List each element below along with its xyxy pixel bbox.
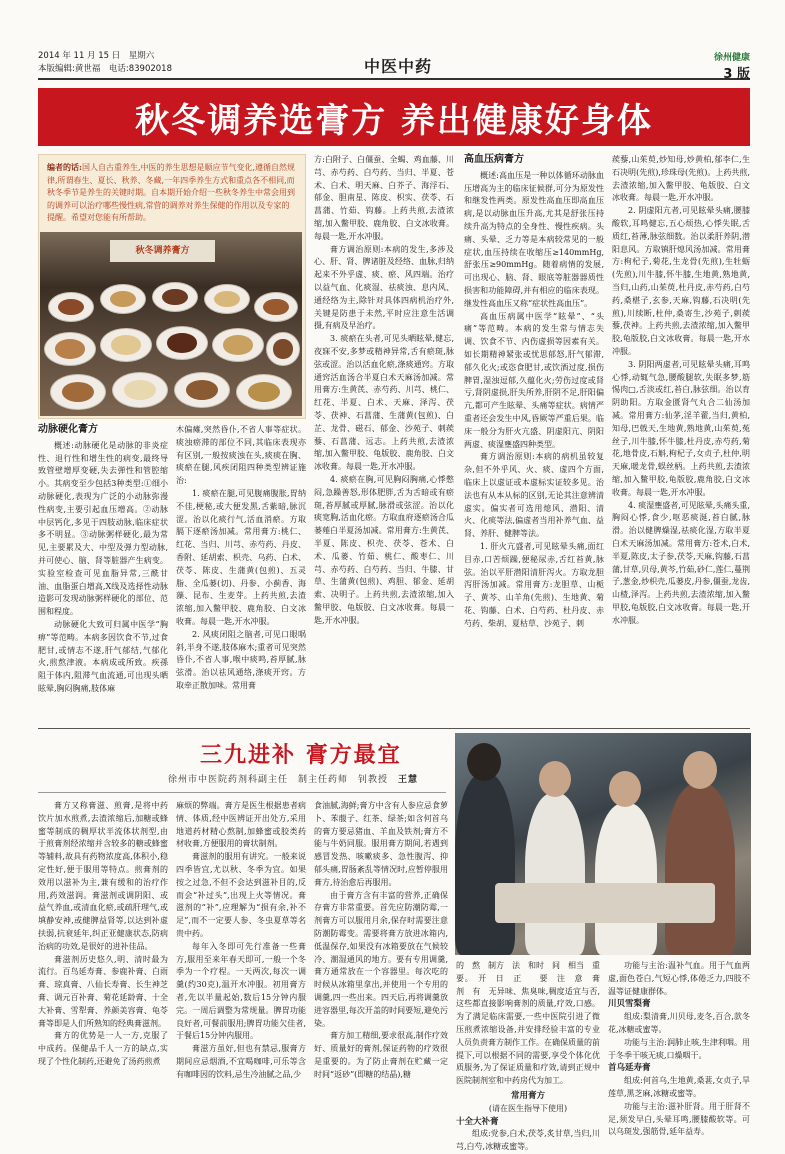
paragraph: 1. 肝火亢盛者,可见眩晕头痛,面红目赤,口苦烦躁,便秘尿赤,舌红苔黄,脉弦。治以平肝潜阳清肝泻火。方取龙胆泻肝汤加减。常用膏方:龙胆草、山栀子、黄芩、山羊角(先煎)、生地黄、菊花、钩藤、白术、白芍药、杜丹皮、赤芍药、柴胡、夏枯草、沙苑子、刺 bbox=[464, 541, 604, 628]
person-figure bbox=[455, 773, 515, 955]
page-header bbox=[38, 50, 750, 80]
chuanbei-heading: 川贝雪梨膏 bbox=[608, 999, 651, 1010]
paragraph: 4. 痰瘀在胸,可见胸闷胸痛,心悸憋闷,急躁善怒,形体肥胖,舌为舌暗或有瘀斑,苔厚腻或厚腻,脉滑或弦涩。治以化痰宽胸,活血化瘀。方取血府逐瘀汤合瓜蒌薤白半夏汤加减。常用膏方:生黄芪、半夏、陈皮、枳壳、茯苓、苍术、白术、瓜蒌、竹茹、桃仁、酸枣仁、川芎、赤芍药、白芍药、当归、牛膝、甘草、生蒲黄(包煎)、鸡胆、郁金、延胡索、决明子。上药共煎,去渣浓缩,加入鳖甲胶、龟版胶、白文冰收膏。每晨一匙,开水冲服。 bbox=[314, 474, 454, 625]
paragraph: 膏方又称膏滋、煎膏,是将中药饮片加水煎煮,去渣浓缩后,加糖或蜂蜜等制成的稠厚状半流体状剂型,由于煎膏剂经浓缩并含较多的糖或蜂蜜等辅料,故具有药物浓度高,体积小,稳定性好,便于服用等特点。煎膏剂的效用以滋补为主,兼有缓和的治疗作用,药效滋润。膏滋剂或调阴阳、或益气养血,或清血化瘀,或疏肝理气,或填静安神,或健脾益肾等,以达到补虚扶弱,抗衰延年,纠正亚健康状态,防病治病的功效,是很好的进补佳品。 bbox=[38, 801, 168, 951]
common-recipes-heading: 常用膏方 bbox=[510, 1090, 545, 1101]
paragraph: 3. 阴阳两虚者,可见眩晕头痛,耳鸣心悸,动辄气急,腰酸腿软,失眠多梦,筋惕肉□,舌淡或红,苔白,脉弦细。治以育阴助阳。方取金匮肾气丸合二仙汤加减。常用膏方:仙茅,淫羊藿,当归,黄柏,知母,巴戟天,生地黄,熟地黄,山茱萸,菟丝子,川牛膝,怀牛膝,杜丹皮,赤芍药,菊花,地骨皮,石斛,枸杞子,女贞子,杜仲,明天麻,暖龙骨,蜈丝柄。上药共煎,去渣浓缩,加入鳖甲胶,龟版胶,鹿角胶,白文冰收膏。每晨一匙,开水冲服。 bbox=[612, 359, 750, 497]
section2-title: 三九进补 膏方最宜 bbox=[200, 743, 402, 768]
person-head bbox=[609, 771, 641, 807]
paragraph: 麻烦的弊端。膏方是医生根据患者病情、体质,经中医辨证开出处方,采用地道药材精心熬制,加蜂蜜或胶类药材收膏,方便服用的膏状制剂。 bbox=[176, 801, 306, 849]
person-figure bbox=[595, 803, 657, 955]
section-divider bbox=[38, 728, 750, 729]
herb-bowl bbox=[254, 292, 298, 322]
article-arteriosclerosis-col1 bbox=[38, 424, 168, 724]
article-winter-col2 bbox=[176, 800, 306, 1100]
article-hypertension-col2 bbox=[612, 154, 750, 724]
paragraph: 功能与主治:滋补肝肾。用于肝肾不足,须发早白,头晕耳鸣,腰膝酸软等。可以乌斑发,强筋骨,延年益寿。 bbox=[608, 1101, 750, 1137]
herb-bowl bbox=[204, 284, 250, 314]
paragraph: 1. 痰瘀在腿,可见腹痛腹胀,胃纳不佳,梗秘,或大便发黑,舌紫暗,脉沉涩。治以化痰行气,活血消瘀。方取膈下逐瘀汤加减。常用膏方:桃仁、红花、当归、川芎、赤芍药、丹皮、香附、延胡索、枳壳、乌药、白术、茯苓、陈皮、生蒲黄(包煎)、五灵脂、全瓜蒌(切)、丹参、小蓟香、海藻、昆布、生麦芽。上药共煎,去渣浓缩,加入鳖甲胶、鹿角胶、白文冰收膏。每晨一匙,开水冲服。 bbox=[176, 488, 306, 626]
herbal-display-photo bbox=[40, 232, 302, 416]
herb-bowl bbox=[156, 326, 208, 360]
paragraph: 功能与主治:润肺止咳,生津利咽。用于冬季干咳无痰,口燥咽干。 bbox=[608, 1037, 750, 1060]
person-figure bbox=[525, 793, 585, 955]
paragraph: 膏方加工精细,要求很高,制作疗效好、质量好的膏剂,保证药物的疗效很是重要的。为了防止膏剂在贮藏一定时间“返砂”(即糖的结晶),糖 bbox=[314, 1031, 448, 1079]
section-title: 中医中药 bbox=[363, 57, 432, 76]
herb-bowl bbox=[112, 372, 168, 408]
paragraph: 膏滋剂的服用有讲究。一般来说四季皆宜,尤以秋、冬季为宜。如果按之过急,不但不会达到滋补目的,反而会“补过头”,出现上火等情况。膏滋剂的“补”,应理解为“损有余,补不足”,而不一定要人参、冬虫夏草等名贵中药。 bbox=[176, 852, 306, 938]
paragraph: 组成:何首乌,生地黄,桑葚,女贞子,旱莲草,黑芝麻,冰糖或蜜等。 bbox=[608, 1076, 750, 1098]
paragraph: 的 熬 制方 法 和时 间 相当 重 要。 开 日 正 要 注 意 膏 剂 有 无异味、焦臭味,稠度适宜与否,这些都直接影响膏剂的质量,疗效,口感。为了满足临床需要,一些中医院引进了微压煎煮浓缩设备,并安排经验丰富的专业人员负责膏方制作工作。在确保质量的前提下,可以根据不同的需要,享受个体化优质服务,为了保证质量和疗效,请到正规中医院制剂室和中药房代为加工。 bbox=[456, 961, 608, 1086]
shouwu-heading: 首乌延寿膏 bbox=[608, 1063, 651, 1074]
paragraph: 膏方调治原则:本病的发生,多涉及心、肝、肾、脾诸脏及经络、血脉,归纳起来不外乎虚、痰、瘀、风四端。治疗以益气血、化痰湿、祛痰浊、息内风、通经络为主,除针对具体四病机治疗外,关键是防患于未然,平时应注意生活调摄,有病及早治疗。 bbox=[314, 244, 454, 331]
article-arteriosclerosis-col3 bbox=[314, 154, 454, 724]
herb-bowl bbox=[236, 374, 292, 410]
herb-bowl bbox=[100, 284, 146, 314]
byline-rule bbox=[38, 792, 446, 793]
paragraph: 4. 痰湿壅盛者,可见眩晕,头痛头重,胸闷心悸,食少,呕恶痰涎,苔白腻,脉滑。治以健脾燥湿,祛痰化湿,方取半夏白术天麻汤加减。常用膏方:苍术,白术,半夏,陈皮,太子参,茯苓,天麻,钩藤,石菖蒲,甘草,贝母,黄芩,竹茹,砂仁,莲仁,蔓荆子,葱金,炒枳壳,瓜蒌皮,丹参,僵蚕,龙齿,山楂,泽泻。上药共煎,去渣浓缩,加入鳖甲胶,龟版胶,白文冰收膏。每晨一匙,开水冲服。 bbox=[612, 500, 750, 625]
article-winter-col5 bbox=[608, 960, 750, 1137]
header-right bbox=[714, 50, 750, 82]
paragraph: 组成:党参,白术,茯苓,炙甘草,当归,川芎,白芍,冰糖或蜜等。 bbox=[456, 1129, 600, 1152]
issue-date: 2014 年 11 月 15 日 星期六 bbox=[38, 51, 155, 61]
paragraph: 动脉硬化大致可归属中医学“胸痹”等范畴。本病多因饮食不节,过食肥甘,或情志不遂,肝气郁结,气郁化火,煎熬津液。本病成或所致。疾孫阻于体内,阻滞气血流通,可出现头晒眩晕,胸闷胸痛,肢体麻 bbox=[38, 619, 168, 693]
herb-bowl bbox=[100, 328, 152, 362]
article-hypertension-col1 bbox=[464, 154, 604, 724]
shiquan-heading: 十全大补膏 bbox=[456, 1116, 499, 1127]
edition-number: 3 版 bbox=[723, 67, 750, 82]
display-sign: 秋冬调养膏方 bbox=[110, 240, 215, 262]
editor-note bbox=[47, 161, 297, 225]
paragraph: 概述:高血压是一种以体循环动脉血压增高为主的临床征候群,可分为原发性和继发性两类。原发性高血压即高血压病,是以动脉血压升高,尤其是舒张压持续升高为特点的全身性、慢性疾病。头痛、头晕、乏力等是本病较常见的一般症状,血压持续在收缩压≥140mmHg,舒张压≥90mmHg。随着病情的发展,可出现心、脑、肾、眼底等脏器器质性损害和功能障碍,并有相应的临床表现。继发性高血压又称“症状性高血压”。 bbox=[464, 170, 604, 308]
main-banner bbox=[38, 88, 750, 146]
paragraph: 蒺藜,山茱萸,炒知母,炒黄柏,郁李仁,生石决明(先煎),珍珠母(先煎)。上药共煎,去渣浓缩,加入鳖甲胶、龟版胶、白文冰收膏。每晨一匙,开水冲服。 bbox=[612, 155, 750, 203]
herb-bowl bbox=[152, 282, 198, 312]
paragraph: 膏滋剂历史悠久,明、清时最为流行。百鸟延寿膏、参鹿补膏、白雨膏、琼真膏、八仙长寿膏、长生神芝膏、调元百补膏、菊花延龄膏、十全大补膏、雪犁膏、养颜美容膏、龟苓膏等即是人们所熟知的经典膏滋剂。 bbox=[38, 954, 168, 1028]
herb-bowl bbox=[44, 332, 96, 366]
person-head bbox=[539, 761, 571, 797]
paragraph: 膏方调治原则:本病的病机虽较复杂,但不外乎风、火、痰、虚四个方面,临床上以虚证或本虚标实证较多见。治法也有从本从标的区别,无论其注意辨清虚实。偏实者可选用熄风、潜阳、清火、化痰等法,偏虚者当用补养气血、益肾、养肝、健脾等法。 bbox=[464, 452, 604, 539]
byline-text: 徐州市中医院药剂科副主任 制主任药师 钊教授 bbox=[168, 775, 389, 785]
clinic-consultation-photo bbox=[455, 733, 751, 955]
usage-note: (请在医生指导下使用) bbox=[488, 1103, 568, 1113]
paragraph: 2. 阴虚阳亢者,可见眩晕头痛,腰膝酸软,耳鸣健忘,五心烦热,心悸失眠,舌质红,苔薄,脉弦细数。治以柔肝养阴,潜阳息风。方取镇肝熄风汤加减。常用膏方:枸杞子,菊花,生龙骨(先煎),生牡蛎(先煎),川牛膝,怀牛膝,生地黄,熟地黄,当归,山药,山茱萸,杜丹皮,赤芍药,白芍药,桑椹子,玄参,天麻,钩藤,石决明(先煎),川续断,杜仲,桑寄生,沙苑子,刺蒺藜,茯神。上药共煎,去渣浓缩,加入鳖甲胶,龟版胶,白文冰收膏。每晨一匙,开水冲服。 bbox=[612, 206, 750, 356]
paragraph: 膏方的优势是一人一方,克服了中成药。保健品千人一方的缺点,实现了个性化制药,还避免了汤药煎煮 bbox=[38, 1031, 168, 1066]
person-head bbox=[467, 743, 501, 781]
consultation-table bbox=[495, 883, 715, 923]
arteriosclerosis-heading: 动脉硬化膏方 bbox=[38, 424, 98, 435]
editor-note-lead: 编者的话: bbox=[47, 162, 82, 172]
article-arteriosclerosis-col2 bbox=[176, 424, 306, 724]
editor-info: 本版编辑:黄世福 电话:83902018 bbox=[38, 64, 172, 74]
paragraph: 3. 痰瘀在头者,可见头晒眩晕,健忘,夜寐不安,多梦或精神异常,舌有瘀斑,脉弦或涩。治以活血化瘀,涤痰通窍。方取通窍活血汤合半夏白术天麻汤加减。常用膏方:生黄芪、赤芍药、川芎、桃仁、红花、半夏、白术、天麻、泽泻、茯苓、茯神、石菖蒲、生蒲黄(包煎)、白芷、龙骨、磁石、郁金、沙苑子、刺蒺藜、石菖蒲、远志。上药共煎,去渣浓缩,加入鳖甲胶、龟版胶、鹿角胶、白文冰收膏。每晨一匙,开水冲服。 bbox=[314, 334, 454, 472]
banner-title: 秋冬调养选膏方 养出健康好身体 bbox=[135, 100, 653, 141]
paragraph: 组成:梨清膏,川贝母,麦冬,百合,款冬花,冰糖或蜜等。 bbox=[608, 1012, 750, 1034]
paragraph: 2. 风痰闭阻之脑者,可见口眼㖞斜,半身不遂,肢体麻木;重者可见突然昏仆,不省人事,喉中痰鸣,苔厚腻,脉弦滑。治以祛风通络,涤痰开窍。方取牵正散加味。常用膏 bbox=[176, 629, 306, 690]
article-winter-col1 bbox=[38, 800, 168, 1100]
paragraph: 概述:动脉硬化是动脉的非炎症性、退行性和增生性的病变,最终导致管壁增厚变硬,失去弹性和管腔缩小。其病变至少包括3种类型:①细小动脉硬化,表现为广泛的小动脉弥漫性病变,主要引起血压增高。②动脉中层钙化,多见于四肢动脉,临床症状多不明显。③动脉粥样硬化,最为常见,主要累及大、中型及弹力型动脉,并可使心、脑、肾等脏器产生病变。实验室检查可见血脂异常,三酰甘油、血脂蛋白增高,X线及选择性动脉造影可发现动脉粥样硬化的部位、范围和程度。 bbox=[38, 440, 168, 617]
paragraph: 功能与主治:温补气血。用于气血两虚,面色苍白,气短心悸,体倦乏力,四肢不温等证健康群体。 bbox=[608, 961, 750, 996]
paragraph: 方:白附子、白僵蚕、全蝎、鸡血藤、川芎、赤芍药、白芍药、当归、半夏、苍术、白术、明天麻、白芥子、海浮石、郁金、胆南星、陈皮、枳实、茯苓、石菖蒲、竹茹、钩藤。上药共煎,去渣浓缩,加入鳖甲胶、鹿角胶、白文冰收膏。每晨一匙,开水冲服。 bbox=[314, 155, 454, 241]
paragraph: 每年入冬即可先行准备一些膏方,服用至来年春天即可,一般一个冬季为一个疗程。一天两次,每次一调羹(约30克),温开水冲服。初用膏方者,先以半量起始,数后15分钟内服完。一周后调整为常规量。脾胃功能良好者,可餐前服用;脾胃功能欠佳者,于餐后15分钟内服用。 bbox=[176, 941, 306, 1041]
herb-bowl bbox=[174, 372, 230, 408]
person-head bbox=[683, 751, 717, 789]
herb-bowl bbox=[50, 374, 106, 410]
herb-bowl bbox=[266, 332, 300, 366]
hypertension-heading: 高血压病膏方 bbox=[464, 154, 524, 165]
herb-bowl bbox=[212, 328, 264, 362]
article-winter-col4 bbox=[456, 960, 608, 1152]
paragraph: 膏滋方虽好,但也有禁忌,服膏方期间应忌烟酒,不宜喝咖啡,可乐等含有咖啡因的饮料,忌生冷油腻之品,少 bbox=[176, 1044, 306, 1079]
editor-note-text: 国人自古重养生,中医的养生思想是顺应节气变化,遵循自然规律,所谓春生、夏长、秋养、冬藏,一年四季养生方式和重点各不相同,而秋冬季节是养生的关键时期。自本期开始介绍一些秋冬养生中常会用到的调养可以治疗哪些慢性病,常营的调养对养生保健的作用以及专家的提醒。希望对您能有所帮助。 bbox=[47, 163, 296, 222]
paper-logo: 徐州健康 bbox=[713, 53, 750, 63]
paragraph: 木偏瘫,突然昏仆,不省人事等症状。痰浊瘀滞的部位不同,其临床表现亦有区别,一般按痰浊在头,痰痰在胸、痰瘀在腿,风疾闭阻四种类型辨证施治: bbox=[176, 425, 306, 486]
byline-author: 王慧 bbox=[398, 775, 419, 785]
header-left bbox=[38, 50, 172, 76]
paragraph: 高血压病属中医学“眩晕”、“头痛”等范畴。本病的发生常与情志失调、饮食不节、内伤虚损等因素有关。如长期精神紧张或忧思郁怒,肝气郁滞,郁久化火;或恣食肥甘,或饮酒过度,损伤脾胃,湿浊逗郁,久蕴化火;劳伤过度或肾亏,肾阴虚损,肝失所养,肝阴不足,肝阳偏亢,都可产生眩晕、头痛等症状。病情严重者还会发生中风,昏厥等严重后果。临床一般分为肝火亢盛、阴虚阳亢、阴阳两虚、痰湿壅盛四种类型。 bbox=[464, 311, 604, 449]
article-winter-col3 bbox=[314, 800, 448, 1100]
paragraph: 由于膏方含有丰富的营养,正确保存膏方非常重要。首先应防潮防霉,一剂膏方可以服用月余,保存时需要注意防潮防霉变。需要将膏方放进冰箱内,低温保存,如果没有冰箱要放在气候较冷、潮湿通风的地方。要有专用调羹,膏方通常放在一个容器里。每次吃的时候从冰箱里拿出,并使用一个专用的调羹,四一些出来。四天后,再将调羹放进容器里,每次开盖的时间要短,避免污染。 bbox=[314, 890, 448, 1028]
person-figure bbox=[665, 783, 735, 955]
paragraph: 食油腻,海鲜;膏方中含有人参应忌食萝卜、苯菔子、红茶、绿茶;如含何首乌的膏方要忌猪血、羊血及铁剂;膏方不能与牛奶同服。服用膏方期间,若遇到感冒发热、咳嗽痰多、急性腹泻、抑郁头痛,胃肠紊乱等情况时,应暂停服用膏方,待治愈后再服用。 bbox=[314, 801, 448, 887]
herb-bowl bbox=[48, 292, 94, 322]
section2-byline bbox=[168, 772, 418, 785]
